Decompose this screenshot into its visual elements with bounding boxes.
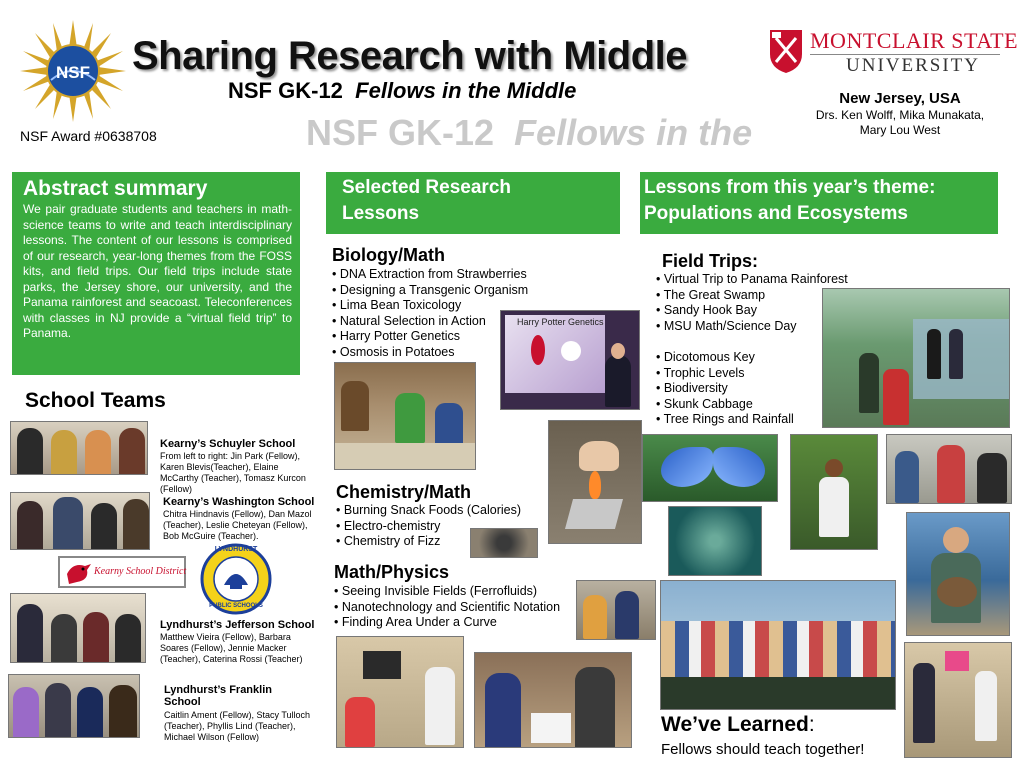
ghost-title: NSF GK-12 Fellows in the	[306, 112, 753, 153]
school-teams-heading: School Teams	[25, 389, 166, 412]
location: New Jersey, USA	[839, 90, 961, 107]
award-number: NSF Award #0638708	[20, 128, 157, 144]
list-item: • Finding Area Under a Curve	[334, 615, 560, 631]
list-item: • Seeing Invisible Fields (Ferrofluids)	[334, 584, 560, 600]
university-name: MONTCLAIR STATE	[810, 28, 1019, 53]
list-item: • Burning Snack Foods (Calories)	[336, 503, 521, 519]
photo-field-trip-river	[822, 288, 1010, 428]
poster-title: Sharing Research with Middle	[132, 34, 688, 78]
list-item: • The Great Swamp	[656, 288, 848, 304]
authors: Drs. Ken Wolff, Mika Munakata, Mary Lou West	[815, 108, 985, 137]
list-item: • Chemistry of Fizz	[336, 534, 521, 550]
list-item: • Trophic Levels	[656, 366, 794, 382]
team-members: Matthew Vieira (Fellow), Barbara Soares (Fellow), Jennie Macker (Teacher), Caterina Rossi (Teacher)	[160, 632, 303, 664]
topics-list	[656, 350, 794, 428]
list-item: • Designing a Transgenic Organism	[332, 283, 528, 299]
research-box	[326, 172, 620, 234]
physics-list	[334, 584, 560, 631]
abstract-box	[12, 172, 300, 375]
university-sub: UNIVERSITY	[846, 55, 980, 76]
team-name: Lyndhurst’s Franklin School	[164, 684, 272, 708]
team-members: From left to right: Jin Park (Fellow), Karen Blevis(Teacher), Elaine McCarthy (Teacher), Tomasz Kurcon (Fellow)	[160, 451, 306, 494]
list-item: • Biodiversity	[656, 381, 794, 397]
list-item: • Harry Potter Genetics	[332, 329, 528, 345]
list-item: • Dicotomous Key	[656, 350, 794, 366]
chemistry-heading: Chemistry/Math	[336, 482, 472, 502]
lessons-heading-line2: Populations and Ecosystems	[644, 203, 908, 224]
team-members: Caitlin Ament (Fellow), Stacy Tulloch (Teacher), Phyllis Lind (Teacher), Michael Wilson (Fellow)	[164, 710, 311, 742]
learned-text: Fellows should teach together!	[661, 741, 865, 758]
photo-burning-snack	[548, 420, 642, 544]
list-item: • Nanotechnology and Scientific Notation	[334, 600, 560, 616]
list-item: • Lima Bean Toxicology	[332, 298, 528, 314]
lessons-heading-line1: Lessons from this year’s theme:	[644, 177, 936, 198]
photo-horseshoe-crab	[906, 512, 1010, 636]
lyndhurst-logo	[200, 543, 272, 615]
photo-lab-demo	[336, 636, 464, 748]
photo-ferrofluid	[470, 528, 538, 558]
photo-classroom-right	[904, 642, 1012, 758]
cardinal-icon	[63, 560, 93, 586]
team-name: Lyndhurst’s Jefferson School	[160, 619, 315, 631]
abstract-text: We pair graduate students and teachers in math-science teams to write and teach interdisciplinary lessons. The content of our lessons is comprised of our research, year-long themes from the FOSS kits, and field trips. Our field trips include state parks, the Jersey shore, our university, and the Panama rainforest and seacoast. Teleconferences with classes in NJ provide a “virtual field trip” to Panama.	[23, 202, 292, 340]
team-photo-franklin	[8, 674, 140, 738]
research-heading-line2: Lessons	[342, 203, 420, 224]
photo-group	[660, 580, 896, 710]
list-item: • Osmosis in Potatoes	[332, 345, 528, 361]
team-name: Kearny’s Schuyler School	[160, 438, 296, 450]
photo-sea-fan	[668, 506, 762, 576]
team-photo-washington	[10, 492, 150, 550]
team-name: Kearny’s Washington School	[163, 496, 315, 508]
list-item: • Sandy Hook Bay	[656, 303, 848, 319]
physics-heading: Math/Physics	[334, 562, 450, 582]
msu-shield-icon	[768, 28, 804, 74]
list-item: • MSU Math/Science Day	[656, 319, 848, 335]
photo-butterfly	[642, 434, 778, 502]
research-heading-line1: Selected Research	[342, 177, 511, 198]
team-photo-jefferson	[10, 593, 146, 663]
slide-caption: Harry Potter Genetics	[517, 317, 604, 327]
list-item: • DNA Extraction from Strawberries	[332, 267, 528, 283]
photo-genetics-slide	[500, 310, 640, 410]
biology-list	[332, 267, 528, 361]
poster-subtitle: NSF GK-12 Fellows in the Middle	[228, 78, 577, 103]
biology-heading: Biology/Math	[332, 245, 445, 265]
abstract-heading: Abstract summary	[23, 177, 208, 200]
list-item: • Virtual Trip to Panama Rainforest	[656, 272, 848, 288]
lyndhurst-logo-top: LYNDHURST	[214, 546, 258, 553]
photo-classroom	[334, 362, 476, 470]
lessons-box	[640, 172, 998, 234]
msu-logo	[768, 28, 1019, 78]
team-members: Chitra Hindnavis (Fellow), Dan Mazol (Teacher), Leslie Cheteyan (Fellow), Bob McGuire (Teacher).	[163, 509, 312, 541]
field-trips-list	[656, 272, 848, 334]
kearny-logo	[58, 556, 186, 588]
list-item: • Skunk Cabbage	[656, 397, 794, 413]
field-trips-heading: Field Trips:	[662, 251, 759, 271]
learned-heading: We’ve Learned:	[661, 713, 815, 736]
list-item: • Tree Rings and Rainfall	[656, 412, 794, 428]
photo-students-small	[576, 580, 656, 640]
svg-text:NSF: NSF	[56, 63, 90, 82]
team-photo-schuyler	[10, 421, 148, 475]
list-item: • Natural Selection in Action	[332, 314, 528, 330]
lyndhurst-logo-bottom: PUBLIC SCHOOLS	[209, 603, 263, 609]
kearny-logo-text: Kearny School District	[94, 566, 187, 577]
photo-forest-boy	[790, 434, 878, 550]
nsf-logo	[18, 18, 128, 124]
photo-students-table	[474, 652, 632, 748]
list-item: • Electro-chemistry	[336, 519, 521, 535]
photo-teleconference	[886, 434, 1012, 504]
